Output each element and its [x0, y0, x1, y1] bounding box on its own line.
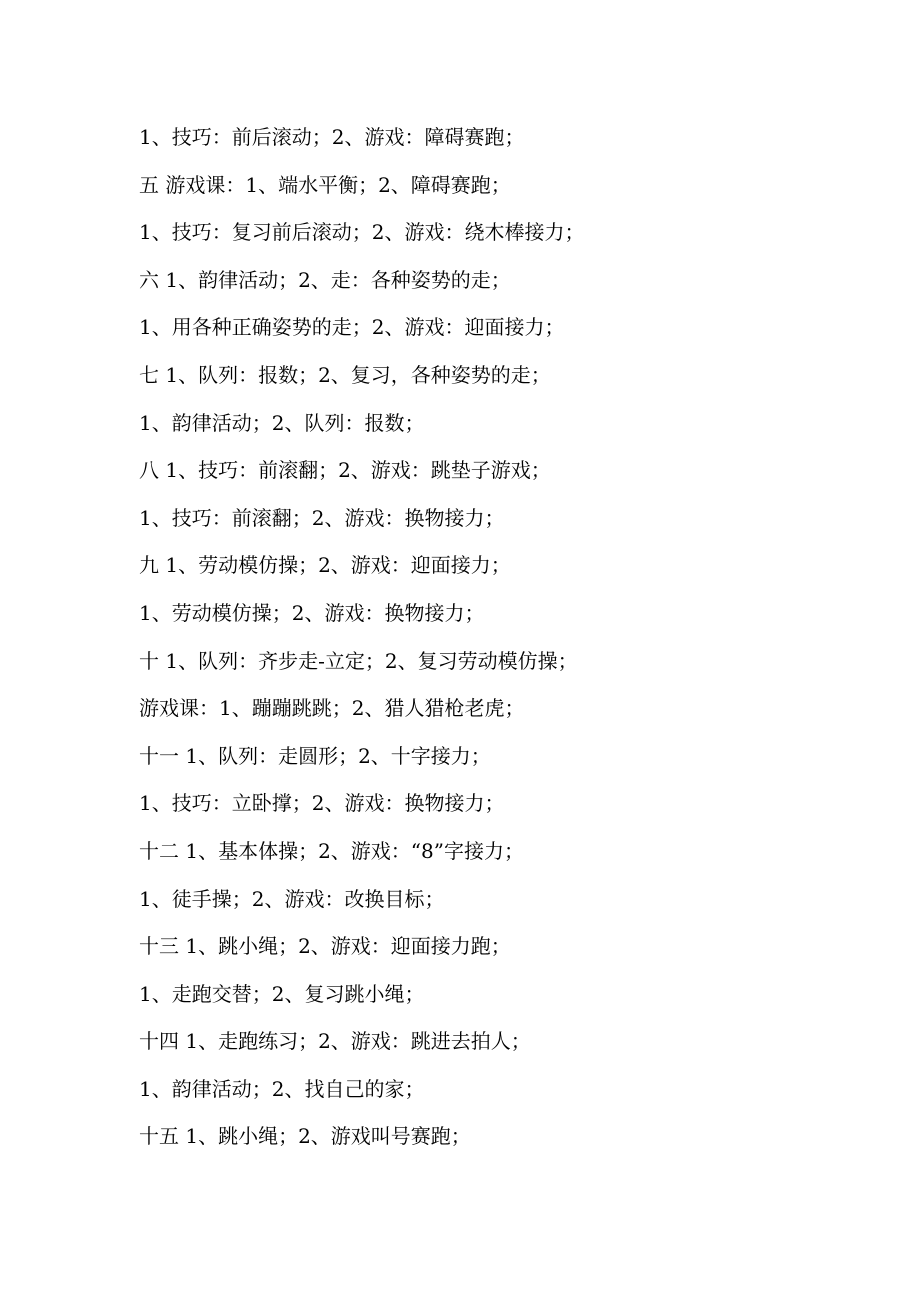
text-line: 十四 1、走跑练习；2、游戏：跳进去拍人；: [139, 1029, 531, 1054]
text-line: 1、徒手操；2、游戏：改换目标；: [139, 886, 445, 911]
text-line: 1、技巧：前滚翻；2、游戏：换物接力；: [139, 505, 505, 530]
text-line: 1、劳动模仿操；2、游戏：换物接力；: [139, 600, 485, 625]
text-line: 十一 1、队列：走圆形；2、十字接力；: [139, 743, 491, 768]
text-line: 十 1、队列：齐步走-立定；2、复习劳动模仿操；: [139, 648, 578, 673]
text-line: 十二 1、基本体操；2、游戏：“8”字接力；: [139, 838, 524, 863]
text-line: 游戏课：1、蹦蹦跳跳；2、猎人猎枪老虎；: [139, 696, 525, 721]
text-line: 八 1、技巧：前滚翻；2、游戏：跳垫子游戏；: [139, 458, 551, 483]
text-line: 1、走跑交替；2、复习跳小绳；: [139, 981, 425, 1006]
text-line: 五 游戏课：1、端水平衡；2、障碍赛跑；: [139, 172, 511, 197]
text-line: 1、技巧：前后滚动；2、游戏：障碍赛跑；: [139, 125, 525, 149]
text-line: 十五 1、跳小绳；2、游戏叫号赛跑；: [139, 1124, 471, 1149]
text-line: 九 1、劳动模仿操；2、游戏：迎面接力；: [139, 553, 511, 578]
text-line: 十三 1、跳小绳；2、游戏：迎面接力跑；: [139, 934, 511, 959]
text-line: 1、韵律活动；2、队列：报数；: [139, 410, 425, 435]
lesson-plan-list: [139, 117, 584, 1164]
text-line: 六 1、韵律活动；2、走：各种姿势的走；: [139, 267, 511, 292]
text-line: 1、技巧：立卧撑；2、游戏：换物接力；: [139, 791, 505, 816]
text-line: 1、韵律活动；2、找自己的家；: [139, 1076, 425, 1101]
text-line: 1、技巧：复习前后滚动；2、游戏：绕木棒接力；: [139, 220, 585, 245]
text-line: 七 1、队列：报数；2、复习，各种姿势的走；: [139, 362, 551, 387]
text-line: 1、用各种正确姿势的走；2、游戏：迎面接力；: [139, 315, 565, 340]
